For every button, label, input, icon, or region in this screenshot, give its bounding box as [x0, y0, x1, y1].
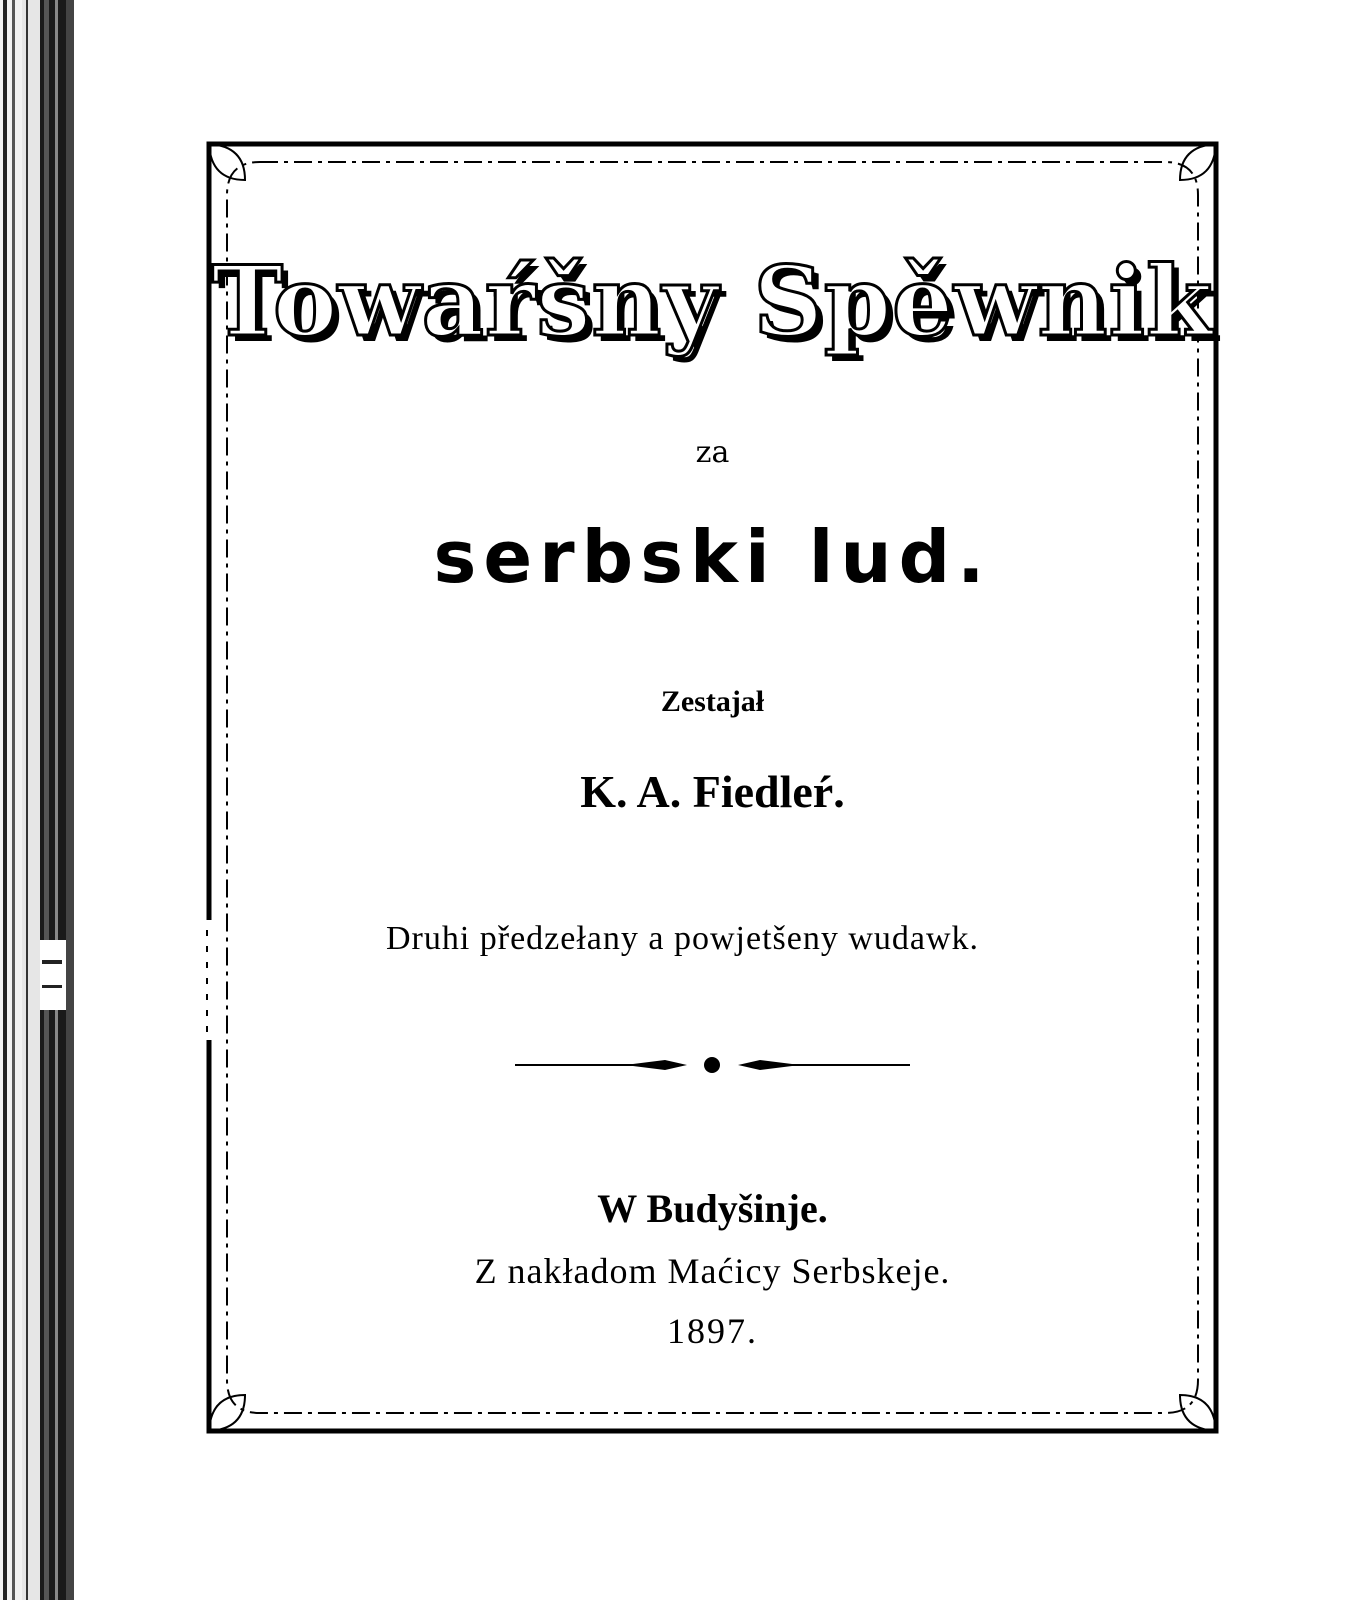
book-subtitle: serbski lud.	[433, 515, 992, 599]
compiled-by-label: Zestajał	[660, 685, 765, 718]
publisher-line: Z nakładom Maćicy Serbskeje.	[474, 1251, 951, 1291]
title-page-frame	[205, 140, 1220, 1435]
ornamental-divider	[515, 1050, 910, 1080]
publication-year: 1897.	[667, 1311, 758, 1351]
author-name: K. A. Fiedleŕ.	[580, 766, 845, 817]
publication-place: W Budyšinje.	[597, 1186, 828, 1231]
book-title: Towaŕšny Spěwnik	[211, 245, 1214, 358]
book-spine	[0, 0, 92, 1600]
title-connector: za	[695, 435, 730, 470]
edition-note: Druhi předzełany a powjetšeny wudawk.	[385, 920, 980, 957]
